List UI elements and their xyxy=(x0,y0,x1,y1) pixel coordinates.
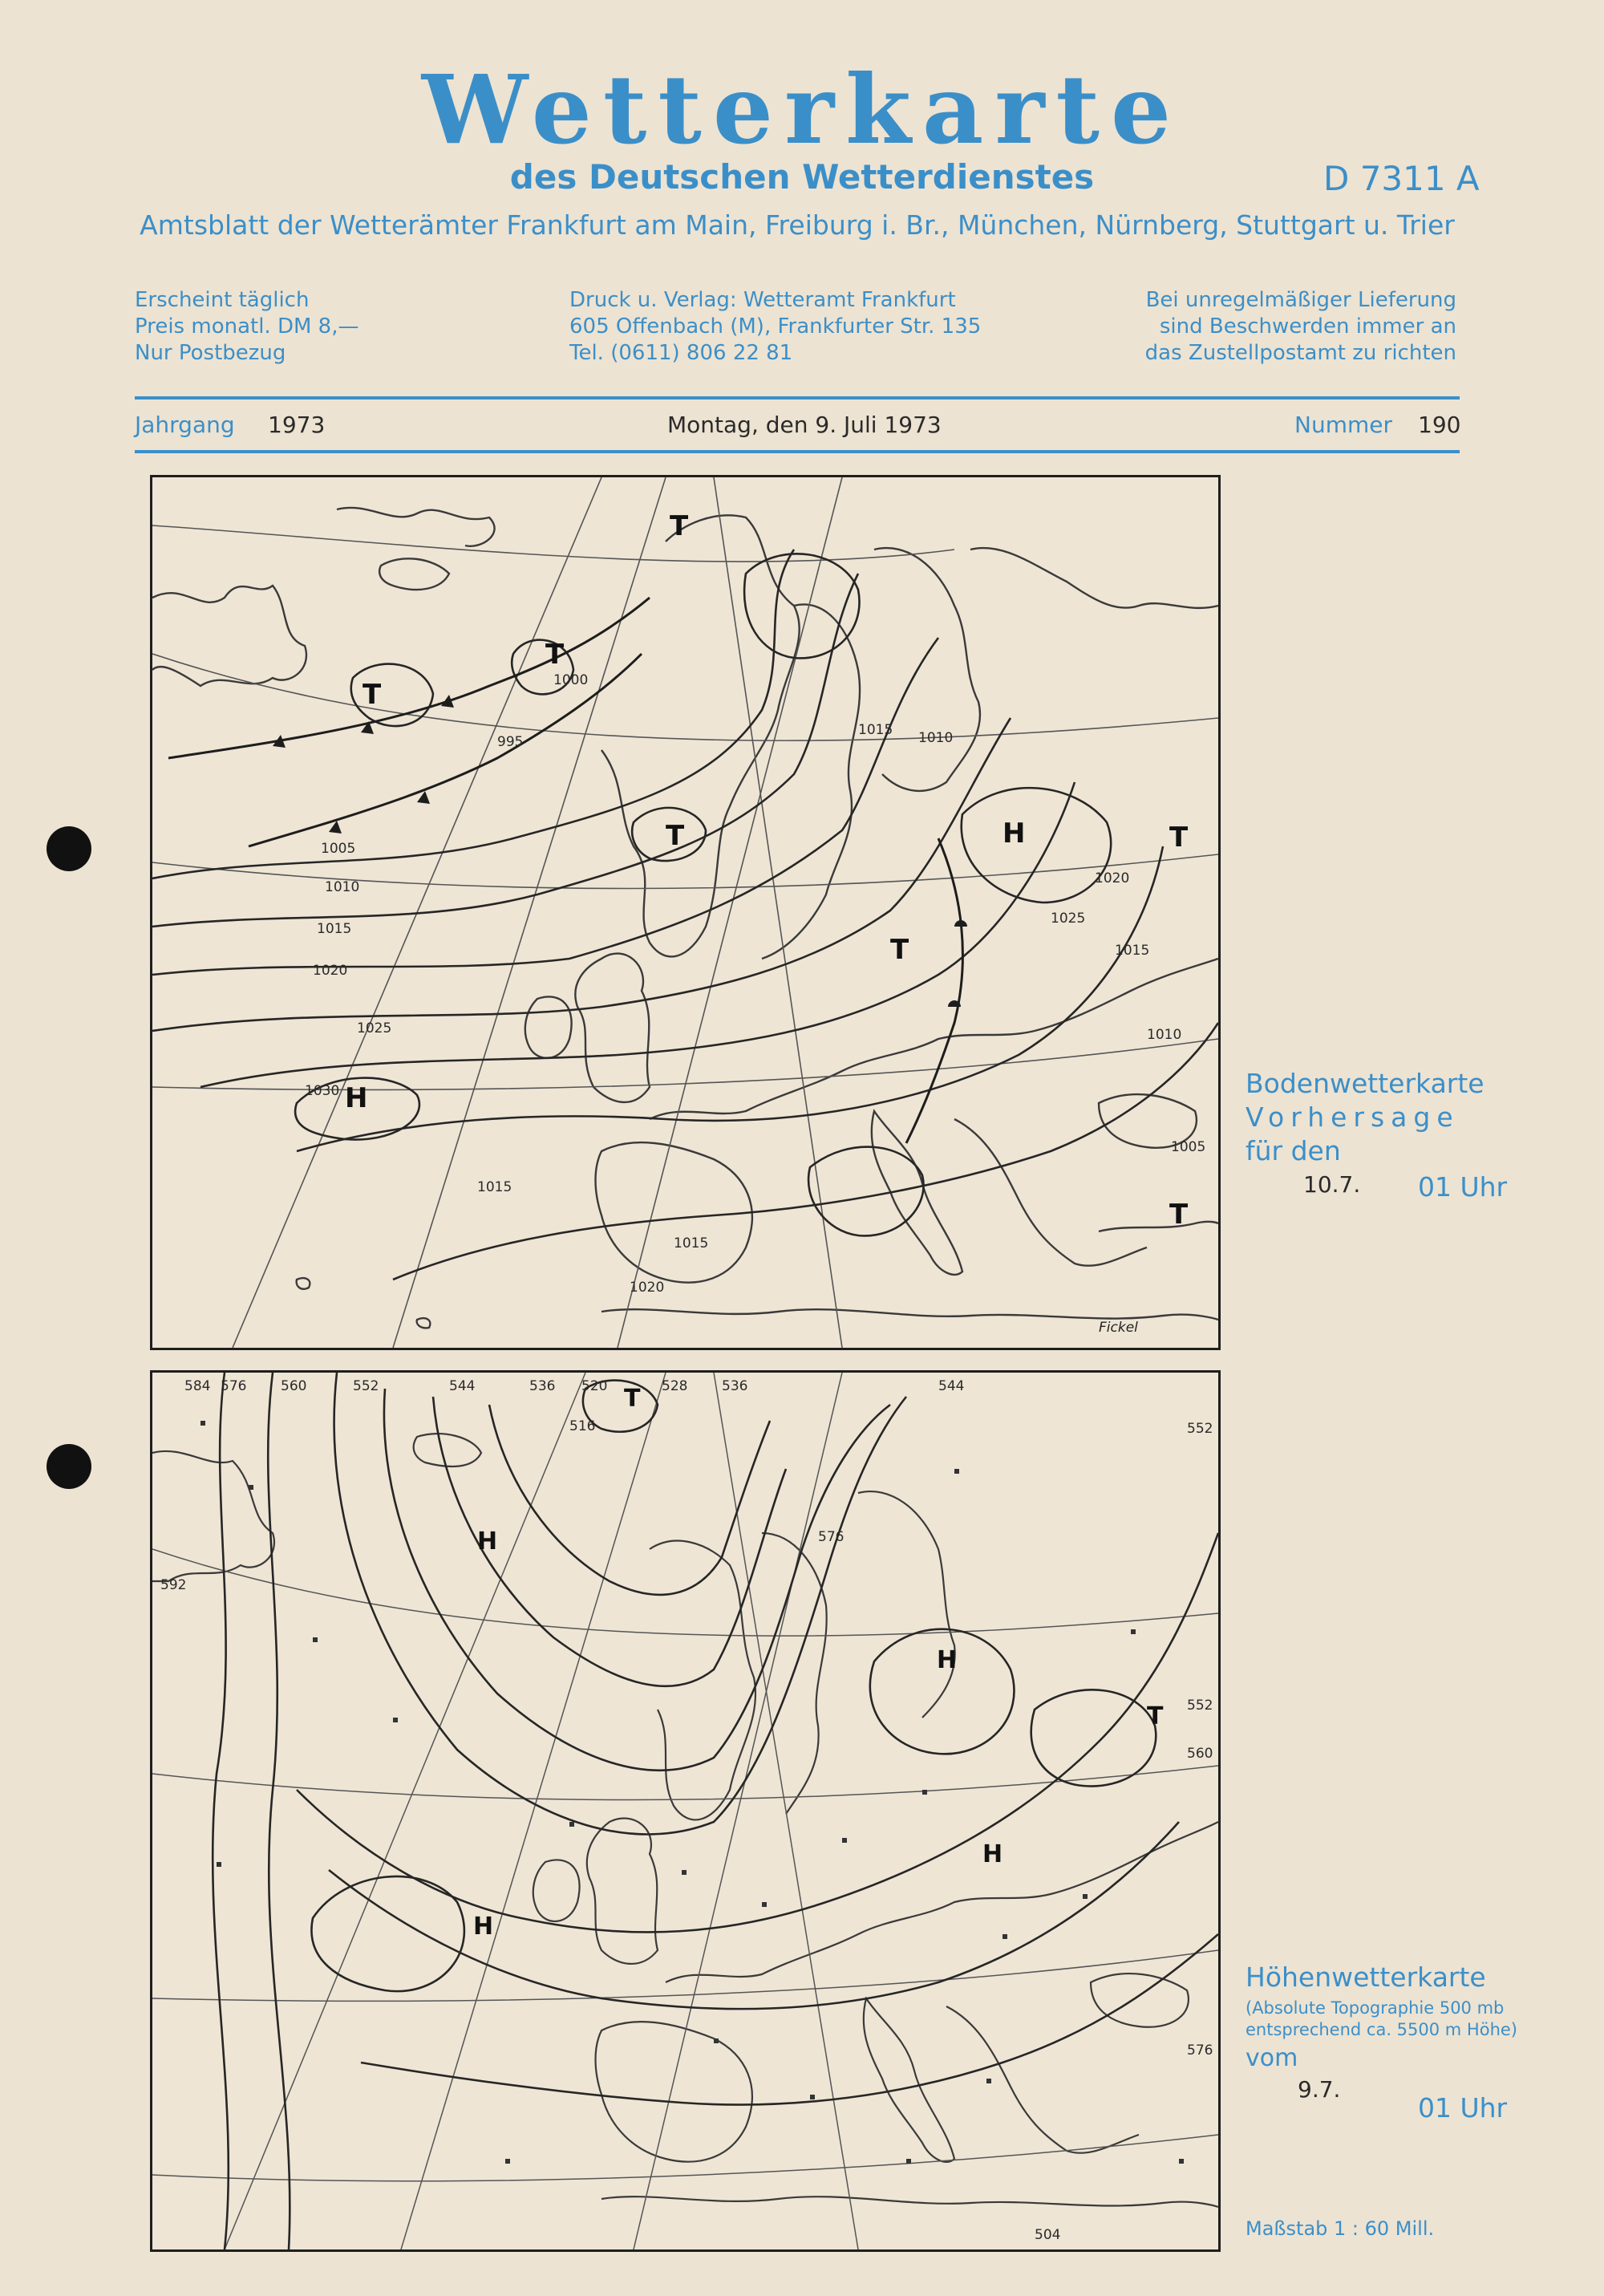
low-pressure-center: T xyxy=(363,679,382,711)
coastline-africa xyxy=(602,2197,1218,2207)
parallel-line xyxy=(152,525,954,562)
high-pressure-center: H xyxy=(477,1527,498,1556)
isobar-label: 1015 xyxy=(858,722,893,738)
header-rule-top xyxy=(135,396,1460,400)
isobar-label: 1020 xyxy=(313,963,348,979)
parallel-line xyxy=(152,2135,1218,2181)
surface-map-time: 01 Uhr xyxy=(1418,1171,1508,1203)
high-pressure-center: H xyxy=(982,1840,1003,1868)
upper-air-map-caption-sub-line: (Absolute Topographie 500 mb xyxy=(1246,1998,1505,2018)
issue-date: Montag, den 9. Juli 1973 xyxy=(667,412,942,438)
contour-label: 560 xyxy=(1187,1746,1213,1762)
high-pressure-center: H xyxy=(473,1913,494,1941)
surface-map-date: 10.7. xyxy=(1303,1171,1361,1198)
station-marker xyxy=(1003,1934,1007,1939)
nummer-value: 190 xyxy=(1418,412,1461,438)
high-pressure-center: H xyxy=(1003,817,1026,850)
upper-air-map-caption-title: Höhenwetterkarte xyxy=(1246,1961,1486,1993)
contour-label: 516 xyxy=(569,1418,596,1434)
height-contour xyxy=(329,1822,1179,2009)
coastline-britain xyxy=(587,1819,658,1964)
info-right-line: das Zustellpostamt zu richten xyxy=(1144,341,1456,365)
graticule xyxy=(152,1373,1218,2249)
low-pressure-center: T xyxy=(1169,1199,1189,1231)
station-marker xyxy=(1179,2159,1184,2164)
upper-air-map-caption xyxy=(1246,1961,1486,1994)
isobar-label: 1020 xyxy=(1095,870,1130,886)
coastline-europe xyxy=(666,1822,1218,1982)
station-marker xyxy=(249,1485,253,1490)
punch-hole-bottom xyxy=(47,1444,91,1489)
low-pressure-center: T xyxy=(624,1385,641,1413)
height-contour xyxy=(297,1533,1218,1932)
meridian-line xyxy=(714,1373,858,2249)
isobar-label: 1010 xyxy=(918,730,954,746)
coastline-north xyxy=(337,508,495,546)
coastline-iberia xyxy=(596,1142,752,1283)
contour-label: 584 xyxy=(184,1378,211,1394)
isobar-label: 1010 xyxy=(1147,1027,1182,1043)
station-marker xyxy=(714,2038,719,2043)
info-middle xyxy=(569,287,981,367)
station-marker xyxy=(393,1718,398,1722)
isobar-label: 995 xyxy=(497,734,524,750)
low-pressure-center: T xyxy=(545,639,565,671)
station-marker xyxy=(906,2159,911,2164)
info-left xyxy=(135,287,359,367)
height-contour xyxy=(361,1934,1218,2105)
contour-label: 528 xyxy=(662,1378,688,1394)
height-contour xyxy=(213,1373,229,2249)
surface-map-svg xyxy=(152,477,1218,1348)
isobar-label: 1005 xyxy=(321,841,356,857)
station-marker xyxy=(922,1790,927,1795)
front-line xyxy=(906,838,962,1143)
isobar-label: 1015 xyxy=(317,921,352,937)
contour-label: 560 xyxy=(281,1378,307,1394)
upper-air-map-caption-sub xyxy=(1246,1998,1517,2041)
publication-code: D 7311 A xyxy=(1323,159,1480,198)
contour-label: 576 xyxy=(1187,2042,1213,2059)
isobar xyxy=(393,1023,1218,1280)
front-symbols xyxy=(273,695,967,1007)
upper-air-map-date: 9.7. xyxy=(1298,2076,1341,2103)
surface-map-caption-title: Bodenwetterkarte xyxy=(1246,1068,1485,1099)
contour-label: 552 xyxy=(353,1378,379,1394)
station-marker xyxy=(200,1421,205,1426)
high-pressure-center: H xyxy=(345,1082,368,1114)
station-marker xyxy=(954,1469,959,1474)
coastline-scandinavia xyxy=(650,1541,755,1820)
coastline-greenland xyxy=(152,586,306,686)
isobar-label: 1010 xyxy=(325,879,360,895)
station-marker xyxy=(217,1862,221,1867)
height-contour-low xyxy=(1031,1690,1156,1786)
station-marker xyxy=(986,2079,991,2083)
coastline-britain xyxy=(575,954,650,1102)
upper-air-map-vom: vom xyxy=(1246,2044,1298,2072)
low-pressure-center: T xyxy=(1147,1702,1164,1730)
contour-label: 576 xyxy=(221,1378,247,1394)
contour-label: 544 xyxy=(449,1378,476,1394)
contour-label: 552 xyxy=(1187,1421,1213,1437)
info-middle-line: 605 Offenbach (M), Frankfurter Str. 135 xyxy=(569,314,982,339)
isobar-label: 1000 xyxy=(553,672,589,688)
contour-label: 552 xyxy=(1187,1698,1213,1714)
info-right-line: Bei unregelmäßiger Lieferung xyxy=(1145,288,1456,312)
coastline-africa xyxy=(602,1309,1218,1320)
surface-map-caption xyxy=(1246,1067,1485,1168)
isobar xyxy=(152,550,794,878)
station-marker xyxy=(682,1870,687,1875)
punch-hole-top xyxy=(47,826,91,871)
parallel-line xyxy=(152,1549,1218,1636)
low-pressure-center: T xyxy=(890,934,909,966)
info-middle-line: Druck u. Verlag: Wetteramt Frankfurt xyxy=(569,288,956,312)
jahrgang-label: Jahrgang xyxy=(135,412,235,438)
isobar-label: 1030 xyxy=(305,1083,340,1099)
surface-weather-map xyxy=(150,475,1221,1350)
station-marker xyxy=(842,1838,847,1843)
contour-label: 504 xyxy=(1035,2227,1061,2243)
low-pressure-center: T xyxy=(1169,821,1189,854)
surface-map-caption-forecast: Vorhersage xyxy=(1246,1101,1460,1133)
upper-air-map-caption-sub-line: entsprechend ca. 5500 m Höhe) xyxy=(1246,2020,1517,2039)
parallel-line xyxy=(152,1766,1218,1800)
coastline-balkans xyxy=(954,1119,1147,1266)
info-middle-line: Tel. (0611) 806 22 81 xyxy=(569,341,793,365)
front-triangle xyxy=(441,695,454,708)
header-rule-bottom xyxy=(135,450,1460,453)
isobar-label: 1020 xyxy=(630,1280,665,1296)
upper-air-map xyxy=(150,1370,1221,2252)
meridian-line xyxy=(618,477,842,1348)
coastline-azores xyxy=(297,1278,310,1289)
meridian-line xyxy=(634,1373,845,2249)
contour-label: 576 xyxy=(818,1529,845,1545)
coastline-balkans xyxy=(946,2006,1139,2153)
surface-map-caption-for: für den xyxy=(1246,1135,1341,1166)
coastlines xyxy=(152,1434,1218,2207)
isobar-label: 1015 xyxy=(674,1235,709,1251)
coastline-canary xyxy=(417,1318,431,1328)
height-contour xyxy=(489,1405,770,1595)
isobar-label: 1005 xyxy=(1171,1139,1206,1155)
contour-label: 536 xyxy=(722,1378,748,1394)
contour-label: 592 xyxy=(160,1577,187,1593)
coastline-finland xyxy=(858,1491,958,1718)
contour-label: 536 xyxy=(529,1378,556,1394)
station-marker xyxy=(313,1637,318,1642)
contour-label: 544 xyxy=(938,1378,965,1394)
contour-label: 520 xyxy=(581,1378,608,1394)
upper-air-map-svg xyxy=(152,1373,1218,2249)
info-left-line: Erscheint täglich xyxy=(135,288,310,312)
meridian-line xyxy=(225,1373,585,2249)
coastline-turkey xyxy=(1099,1222,1218,1231)
coastline-blacksea xyxy=(1091,1974,1189,2027)
isobar-high xyxy=(962,788,1111,903)
low-pressure-center: T xyxy=(670,510,689,542)
front-semicircle xyxy=(954,920,967,927)
coastline-finland xyxy=(874,548,980,791)
info-left-line: Preis monatl. DM 8,— xyxy=(135,314,359,339)
isobar-label: 1015 xyxy=(477,1179,512,1195)
high-pressure-center: H xyxy=(937,1646,958,1674)
coastline-ireland xyxy=(533,1860,580,1921)
isobar-label: 1025 xyxy=(357,1020,392,1036)
meridian-line xyxy=(401,1373,666,2249)
isobar xyxy=(297,846,1163,1151)
pressure-centers xyxy=(473,1385,1164,1941)
isobar-low xyxy=(744,554,859,658)
amtsblatt-line: Amtsblatt der Wetterämter Frankfurt am Main, Freiburg i. Br., München, Nürnberg, Stuttgart u. Trier xyxy=(140,209,1455,241)
station-marker xyxy=(762,1902,767,1907)
map-signature: Fickel xyxy=(1099,1320,1138,1336)
station-marker xyxy=(810,2095,815,2099)
jahrgang-value: 1973 xyxy=(268,412,326,438)
coastline-greenland xyxy=(152,1451,274,1581)
coastline-iceland xyxy=(414,1434,481,1466)
parallel-line xyxy=(152,1039,1218,1089)
nummer-label: Nummer xyxy=(1294,412,1392,438)
low-pressure-center: T xyxy=(666,820,685,852)
info-right xyxy=(1142,287,1456,367)
map-scale: Maßstab 1 : 60 Mill. xyxy=(1246,2217,1435,2240)
info-left-line: Nur Postbezug xyxy=(135,341,286,365)
height-contour-high xyxy=(311,1876,464,1991)
info-right-line: sind Beschwerden immer an xyxy=(1159,314,1456,339)
station-marker xyxy=(1083,1894,1088,1899)
isobar xyxy=(152,638,938,975)
page-title: Wetterkarte xyxy=(421,54,1183,165)
isobar-label: 1015 xyxy=(1115,943,1150,959)
isobar-labels xyxy=(305,672,1205,1296)
coastline-ireland xyxy=(525,996,572,1057)
parallel-line xyxy=(152,654,1218,740)
height-contour xyxy=(384,1389,890,1771)
coastline-iceland xyxy=(379,558,449,590)
parallel-line xyxy=(152,854,1218,889)
coastline-russia-north xyxy=(970,548,1218,608)
station-marker xyxy=(505,2159,510,2164)
isobar-label: 1025 xyxy=(1051,911,1086,927)
coastline-scandinavia xyxy=(602,515,800,956)
station-marker xyxy=(1131,1629,1136,1634)
page-subtitle: des Deutschen Wetterdienstes xyxy=(509,157,1095,197)
upper-air-map-time: 01 Uhr xyxy=(1418,2092,1508,2124)
station-marker xyxy=(569,1822,574,1827)
coastline-iberia xyxy=(596,2022,752,2162)
